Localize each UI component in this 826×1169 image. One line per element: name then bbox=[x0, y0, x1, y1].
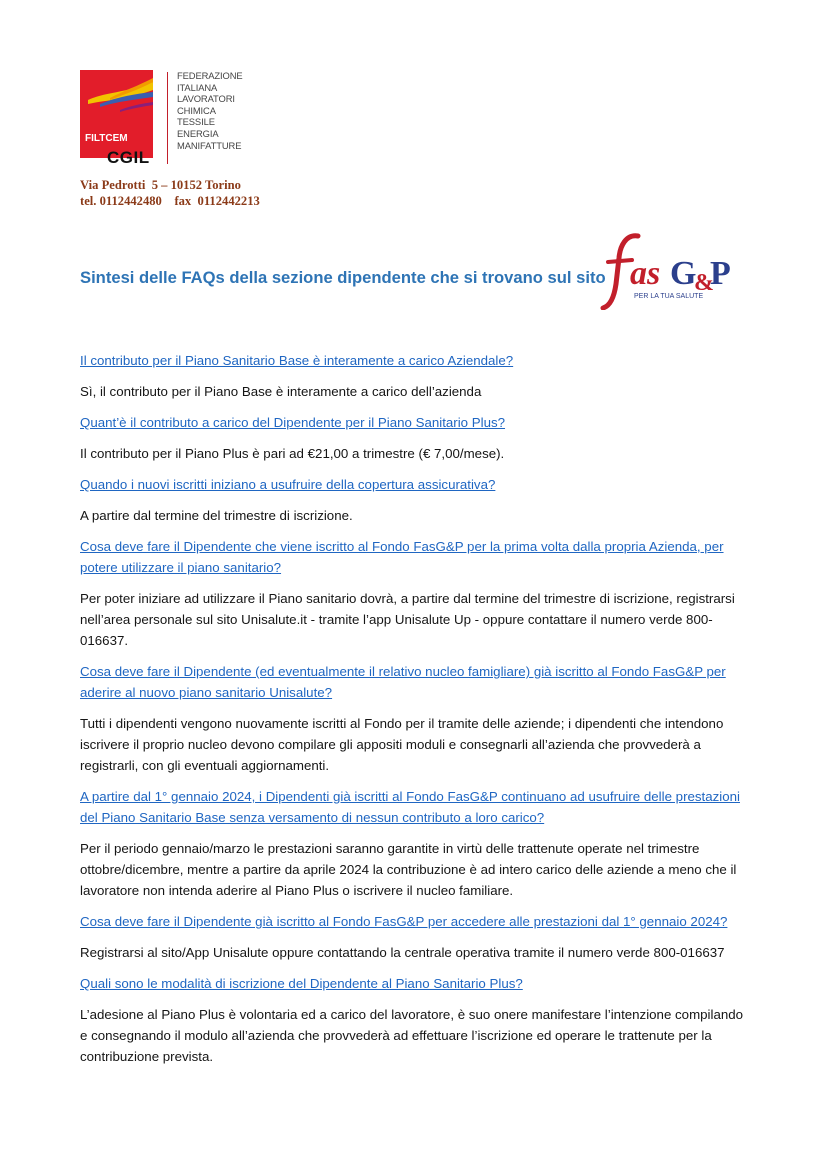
logo-org: CGIL bbox=[107, 148, 150, 167]
logo-divider bbox=[167, 72, 168, 164]
logo-line: ITALIANA bbox=[177, 81, 218, 93]
logo-line: TESSILE bbox=[177, 116, 215, 128]
faq-question-link[interactable]: Quant’è il contributo a carico del Dipendente per il Piano Sanitario Plus? bbox=[80, 415, 506, 430]
faq-answer: Per il periodo gennaio/marzo le prestazioni saranno garantite in virtù delle trattenute operate nel trimestre ottobre/dicembre, mentre a partire da aprile 2024 la contribuzione è ad intero carico delle aziende a meno che il lavoratore non intenda aderire al Piano Plus o iscrivere il nucleo familiare. bbox=[80, 841, 737, 898]
filctem-cgil-logo bbox=[80, 70, 260, 170]
address-street: Via Pedrotti 5 – 10152 Torino bbox=[80, 178, 241, 192]
faq-question-link[interactable]: A partire dal 1° gennaio 2024, i Dipendenti già iscritti al Fondo FasG&P continuano ad usufruire delle prestazioni del Piano Sanitario Base senza versamento di nessun contributo a loro carico? bbox=[80, 789, 740, 825]
filctem-flag-icon bbox=[80, 70, 153, 158]
faq-answer: Tutti i dipendenti vengono nuovamente iscritti al Fondo per il tramite delle aziende; i dipendenti che intendono iscrivere il proprio nucleo devono compilare gli appositi moduli e consegnarli all’azienda che provvederà a registrarli, con gli eventuali aggiornamenti. bbox=[80, 716, 724, 773]
faq-list bbox=[80, 350, 752, 1077]
faq-answer: Sì, il contributo per il Piano Base è interamente a carico dell’azienda bbox=[80, 384, 482, 399]
logo-line: CHIMICA bbox=[177, 104, 216, 116]
svg-text:P: P bbox=[710, 255, 731, 292]
logo-line: MANIFATTURE bbox=[177, 139, 242, 151]
logo-federation-text bbox=[177, 70, 243, 151]
svg-text:&: & bbox=[694, 270, 714, 296]
logo-line: LAVORATORI bbox=[177, 93, 235, 105]
faq-answer: Registrarsi al sito/App Unisalute oppure contattando la centrale operativa tramite il numero verde 800-016637 bbox=[80, 945, 725, 960]
svg-text:G: G bbox=[670, 255, 697, 292]
logo-line: FEDERAZIONE bbox=[177, 70, 243, 81]
address-phone-fax: tel. 0112442480 fax 0112442213 bbox=[80, 194, 260, 208]
faq-question-link[interactable]: Quali sono le modalità di iscrizione del Dipendente al Piano Sanitario Plus? bbox=[80, 976, 523, 991]
faq-question-link[interactable]: Quando i nuovi iscritti iniziano a usufruire della copertura assicurativa? bbox=[80, 477, 496, 492]
faq-question-link[interactable]: Cosa deve fare il Dipendente già iscritto al Fondo FasG&P per accedere alle prestazioni dal 1° gennaio 2024? bbox=[80, 914, 728, 929]
faq-question-link[interactable]: Il contributo per il Piano Sanitario Base è interamente a carico Aziendale? bbox=[80, 353, 514, 368]
address-block bbox=[80, 177, 260, 209]
faq-answer: Per poter iniziare ad utilizzare il Piano sanitario dovrà, a partire dal termine del trimestre di iscrizione, registrarsi nell’area personale sul sito Unisalute.it - tramite l’app Unisalute Up - oppure contattare il numero verde 800-016637. bbox=[80, 591, 735, 648]
logo-line: ENERGIA bbox=[177, 127, 219, 139]
faq-answer: A partire dal termine del trimestre di iscrizione. bbox=[80, 508, 353, 523]
faq-answer: Il contributo per il Piano Plus è pari ad €21,00 a trimestre (€ 7,00/mese). bbox=[80, 446, 505, 461]
faq-question-link[interactable]: Cosa deve fare il Dipendente (ed eventualmente il relativo nucleo famigliare) già iscritto al Fondo FasG&P per aderire al nuovo piano sanitario Unisalute? bbox=[80, 664, 726, 700]
page-title: Sintesi delle FAQs della sezione dipendente che si trovano sul sito bbox=[80, 268, 606, 287]
fasgp-tagline: PER LA TUA SALUTE bbox=[634, 293, 704, 300]
faq-question-link[interactable]: Cosa deve fare il Dipendente che viene iscritto al Fondo FasG&P per la prima volta dalla propria Azienda, per potere utilizzare il piano sanitario? bbox=[80, 539, 724, 575]
fasgp-logo-icon bbox=[600, 232, 750, 310]
logo-brand: FILTCEM bbox=[85, 133, 128, 144]
faq-answer: L’adesione al Piano Plus è volontaria ed a carico del lavoratore, è suo onere manifestare l’intenzione compilando e consegnando il modulo all’azienda che provvederà ad effettuare l’iscrizione ed operare le trattenute per la contribuzione prevista. bbox=[80, 1007, 744, 1064]
svg-text:as: as bbox=[630, 255, 661, 292]
